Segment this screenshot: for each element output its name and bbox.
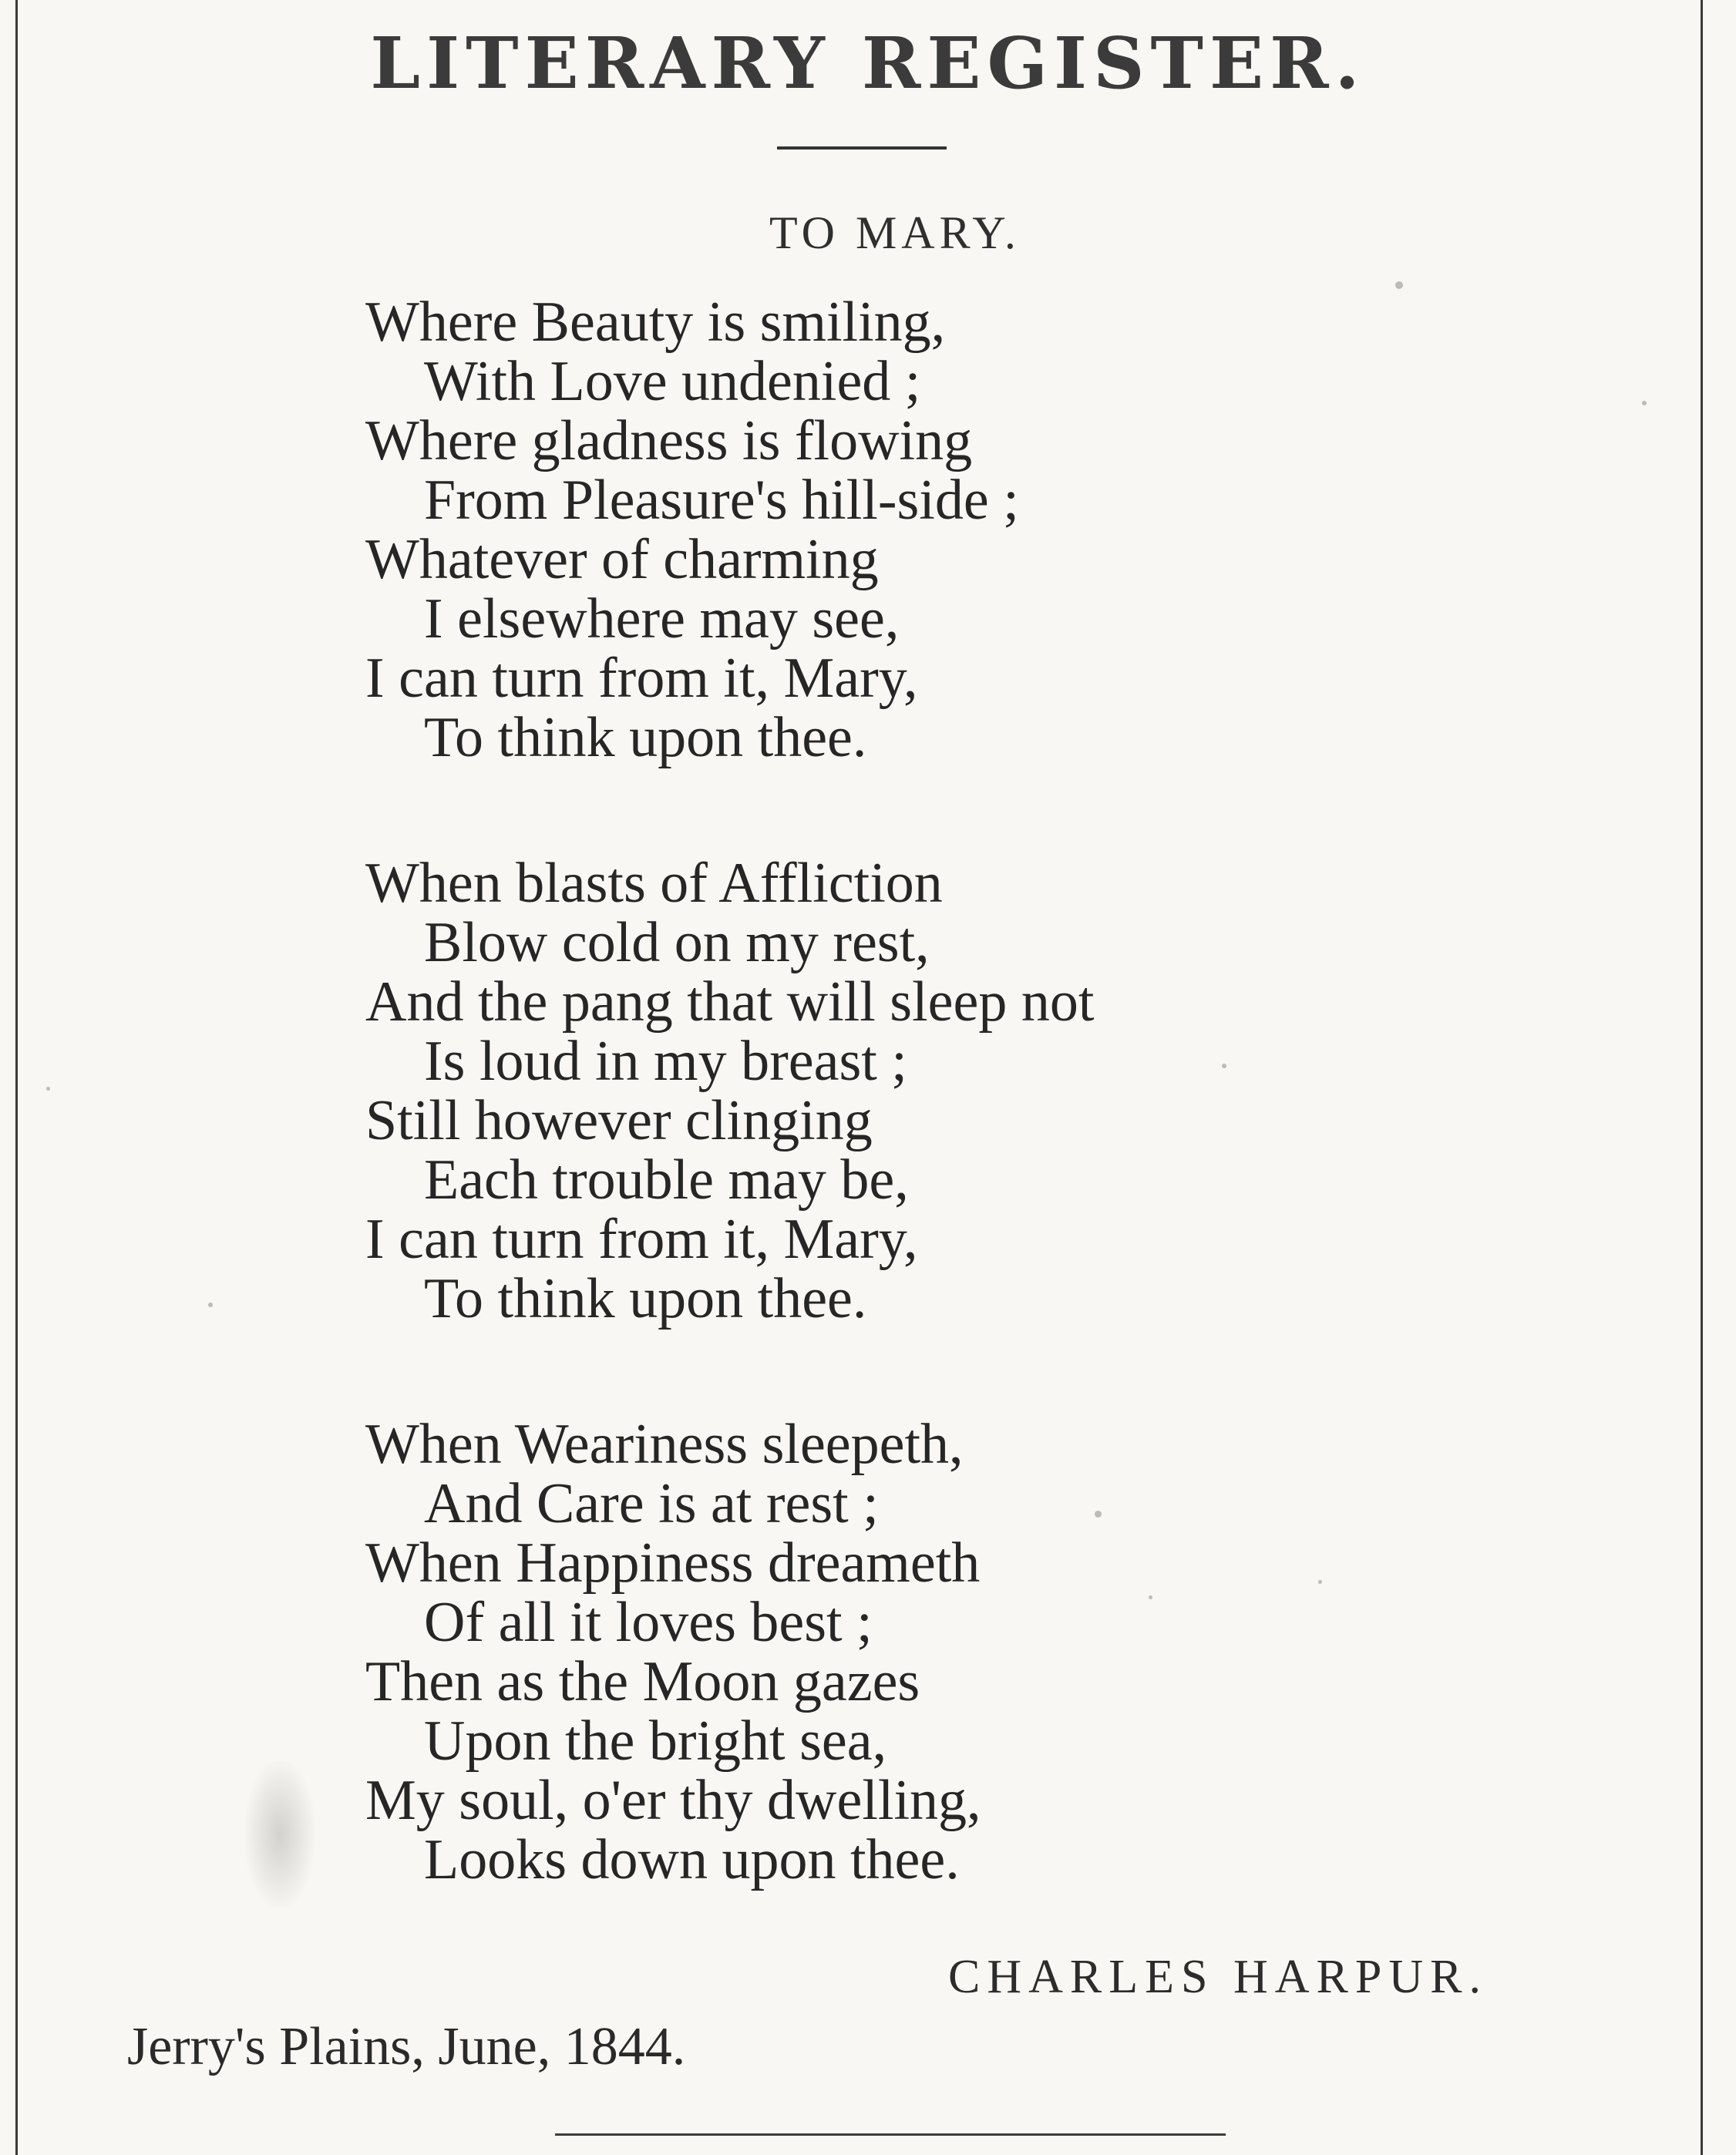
- poem-line: I can turn from it, Mary,: [365, 1208, 918, 1271]
- poem-line: When blasts of Affliction: [365, 852, 943, 915]
- print-speck: [1642, 401, 1647, 405]
- print-speck: [46, 1087, 50, 1091]
- poem-line: My soul, o'er thy dwelling,: [365, 1769, 981, 1832]
- poem-line: To think upon thee.: [424, 706, 867, 769]
- left-column-rule: [15, 0, 18, 2155]
- stanza-3: [365, 1415, 1691, 1890]
- poem-line: When Weariness sleepeth,: [365, 1413, 964, 1476]
- right-column-rule: [1701, 0, 1703, 2155]
- poem-line: Is loud in my breast ;: [424, 1030, 907, 1093]
- poem-line: Where Beauty is smiling,: [365, 291, 946, 354]
- stanza-2: [365, 854, 1691, 1329]
- poem-line: I can turn from it, Mary,: [365, 647, 918, 710]
- poem-line: Looks down upon thee.: [424, 1828, 960, 1891]
- stanza-1: [365, 293, 1691, 768]
- print-speck: [1222, 1064, 1226, 1068]
- print-speck: [1095, 1511, 1102, 1518]
- author-signature: CHARLES HARPUR.: [948, 1951, 1488, 2003]
- poem-line: Then as the Moon gazes: [365, 1650, 920, 1713]
- dateline: Jerry's Plains, June, 1844.: [127, 2017, 686, 2076]
- poem-line: Where gladness is flowing: [365, 409, 973, 472]
- poem-line: Each trouble may be,: [424, 1148, 909, 1212]
- poem-line: Still however clinging: [365, 1089, 873, 1152]
- bottom-divider: [555, 2133, 1226, 2136]
- print-speck: [1395, 281, 1403, 289]
- section-heading: LITERARY REGISTER.: [370, 22, 1366, 105]
- print-speck: [1318, 1580, 1322, 1584]
- print-speck: [208, 1303, 213, 1307]
- ink-smudge: [245, 1761, 315, 1908]
- poem-line: And the pang that will sleep not: [365, 970, 1095, 1034]
- poem-line: From Pleasure's hill-side ;: [424, 469, 1019, 532]
- poem-body: [365, 293, 1691, 1976]
- poem-line: Whatever of charming: [365, 528, 879, 591]
- poem-title: TO MARY.: [769, 207, 1021, 258]
- poem-line: And Care is at rest ;: [424, 1472, 879, 1535]
- poem-line: Upon the bright sea,: [424, 1710, 887, 1773]
- heading-divider: [777, 146, 947, 150]
- poem-line: To think upon thee.: [424, 1267, 867, 1330]
- poem-line: Blow cold on my rest,: [424, 911, 930, 974]
- poem-line: When Happiness dreameth: [365, 1531, 981, 1595]
- print-speck: [1149, 1595, 1152, 1599]
- poem-line: With Love undenied ;: [424, 350, 921, 413]
- poem-line: Of all it loves best ;: [424, 1591, 873, 1654]
- poem-line: I elsewhere may see,: [424, 587, 900, 651]
